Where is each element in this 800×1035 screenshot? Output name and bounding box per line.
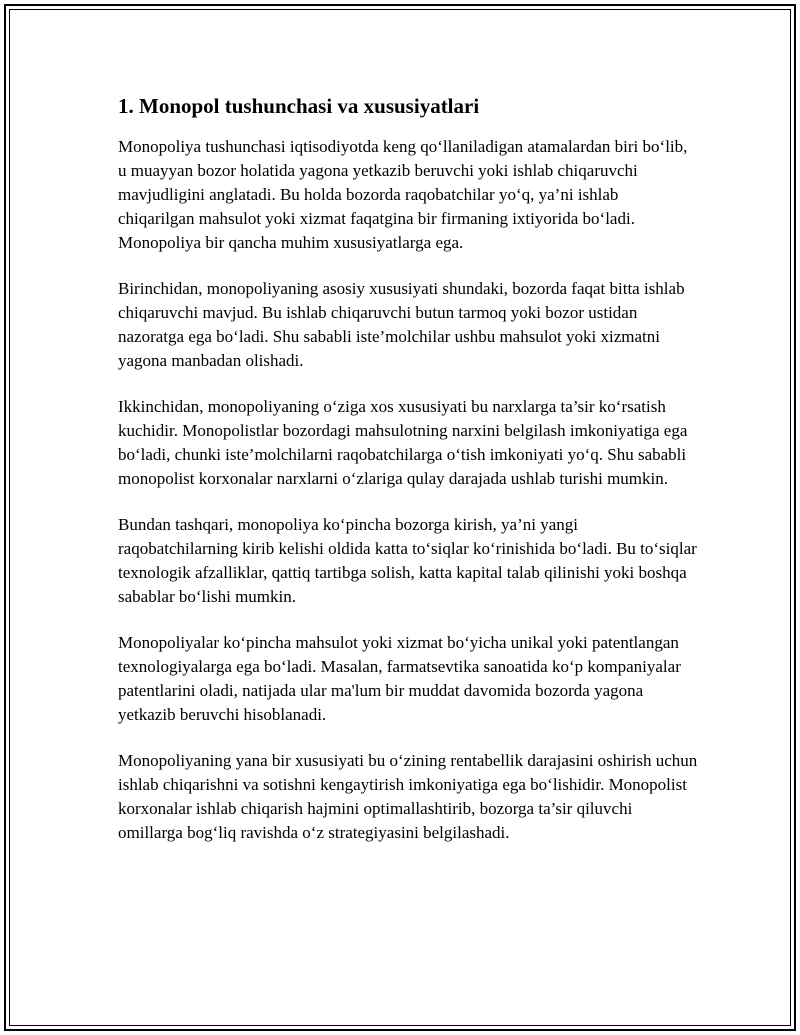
paragraph-single-producer: Birinchidan, monopoliyaning asosiy xususiyati shundaki, bozorda faqat bitta ishlab chiqaruvchi mavjud. Bu ishlab chiqaruvchi butun tarmoq yoki bozor ustidan nazoratga ega bo‘ladi. Shu sababli iste’molchilar ushbu mahsulot yoki xizmatni yagona manbadan olishadi.	[118, 279, 685, 370]
paragraph-profitability: Monopoliyaning yana bir xususiyati bu o‘zining rentabellik darajasini oshirish uchun ishlab chiqarishni va sotishni kengaytirish imkoniyatiga ega bo‘lishidir. Monopolist korxonalar ishlab chiqarish hajmini optimallashtirib, bozorga ta’sir qiluvchi omillarga bog‘liq ravishda o‘z strategiyasini belgilashadi.	[118, 751, 698, 842]
paragraph-price-power: Ikkinchidan, monopoliyaning o‘ziga xos xususiyati bu narxlarga ta’sir ko‘rsatish kuchidir. Monopolistlar bozordagi mahsulotning narxini belgilash imkoniyatiga ega bo‘ladi, chunki iste’molchilarni raqobatchilarga o‘tish imkoniyati yo‘q. Shu sababli monopolist korxonalar narxlarni o‘zlariga qulay darajada ushlab turishi mumkin.	[118, 397, 688, 488]
paragraph-patents: Monopoliyalar ko‘pincha mahsulot yoki xizmat bo‘yicha unikal yoki patentlangan texnologiyalarga ega bo‘ladi. Masalan, farmatsevtika sanoatida ko‘p kompaniyalar patentlarini oladi, natijada ular ma'lum bir muddat davomida bozorda yagona yetkazib beruvchi hisoblanadi.	[118, 633, 681, 724]
paragraph-entry-barriers: Bundan tashqari, monopoliya ko‘pincha bozorga kirish, ya’ni yangi raqobatchilarning kirib kelishi oldida katta to‘siqlar ko‘rinishida bo‘ladi. Bu to‘siqlar texnologik afzalliklar, qattiq tartibga solish, katta kapital talab qilinishi yoki boshqa sabablar bo‘lishi mumkin.	[118, 515, 697, 606]
document-body	[118, 93, 698, 867]
section-heading: 1. Monopol tushunchasi va xususiyatlari	[118, 94, 480, 118]
paragraph-definition: Monopoliya tushunchasi iqtisodiyotda keng qo‘llaniladigan atamalardan biri bo‘lib, u muayyan bozor holatida yagona yetkazib beruvchi yoki ishlab chiqaruvchi mavjudligini anglatadi. Bu holda bozorda raqobatchilar yo‘q, ya’ni ishlab chiqarilgan mahsulot yoki xizmat faqatgina bir firmaning ixtiyorida bo‘ladi. Monopoliya bir qancha muhim xususiyatlarga ega.	[118, 137, 688, 252]
